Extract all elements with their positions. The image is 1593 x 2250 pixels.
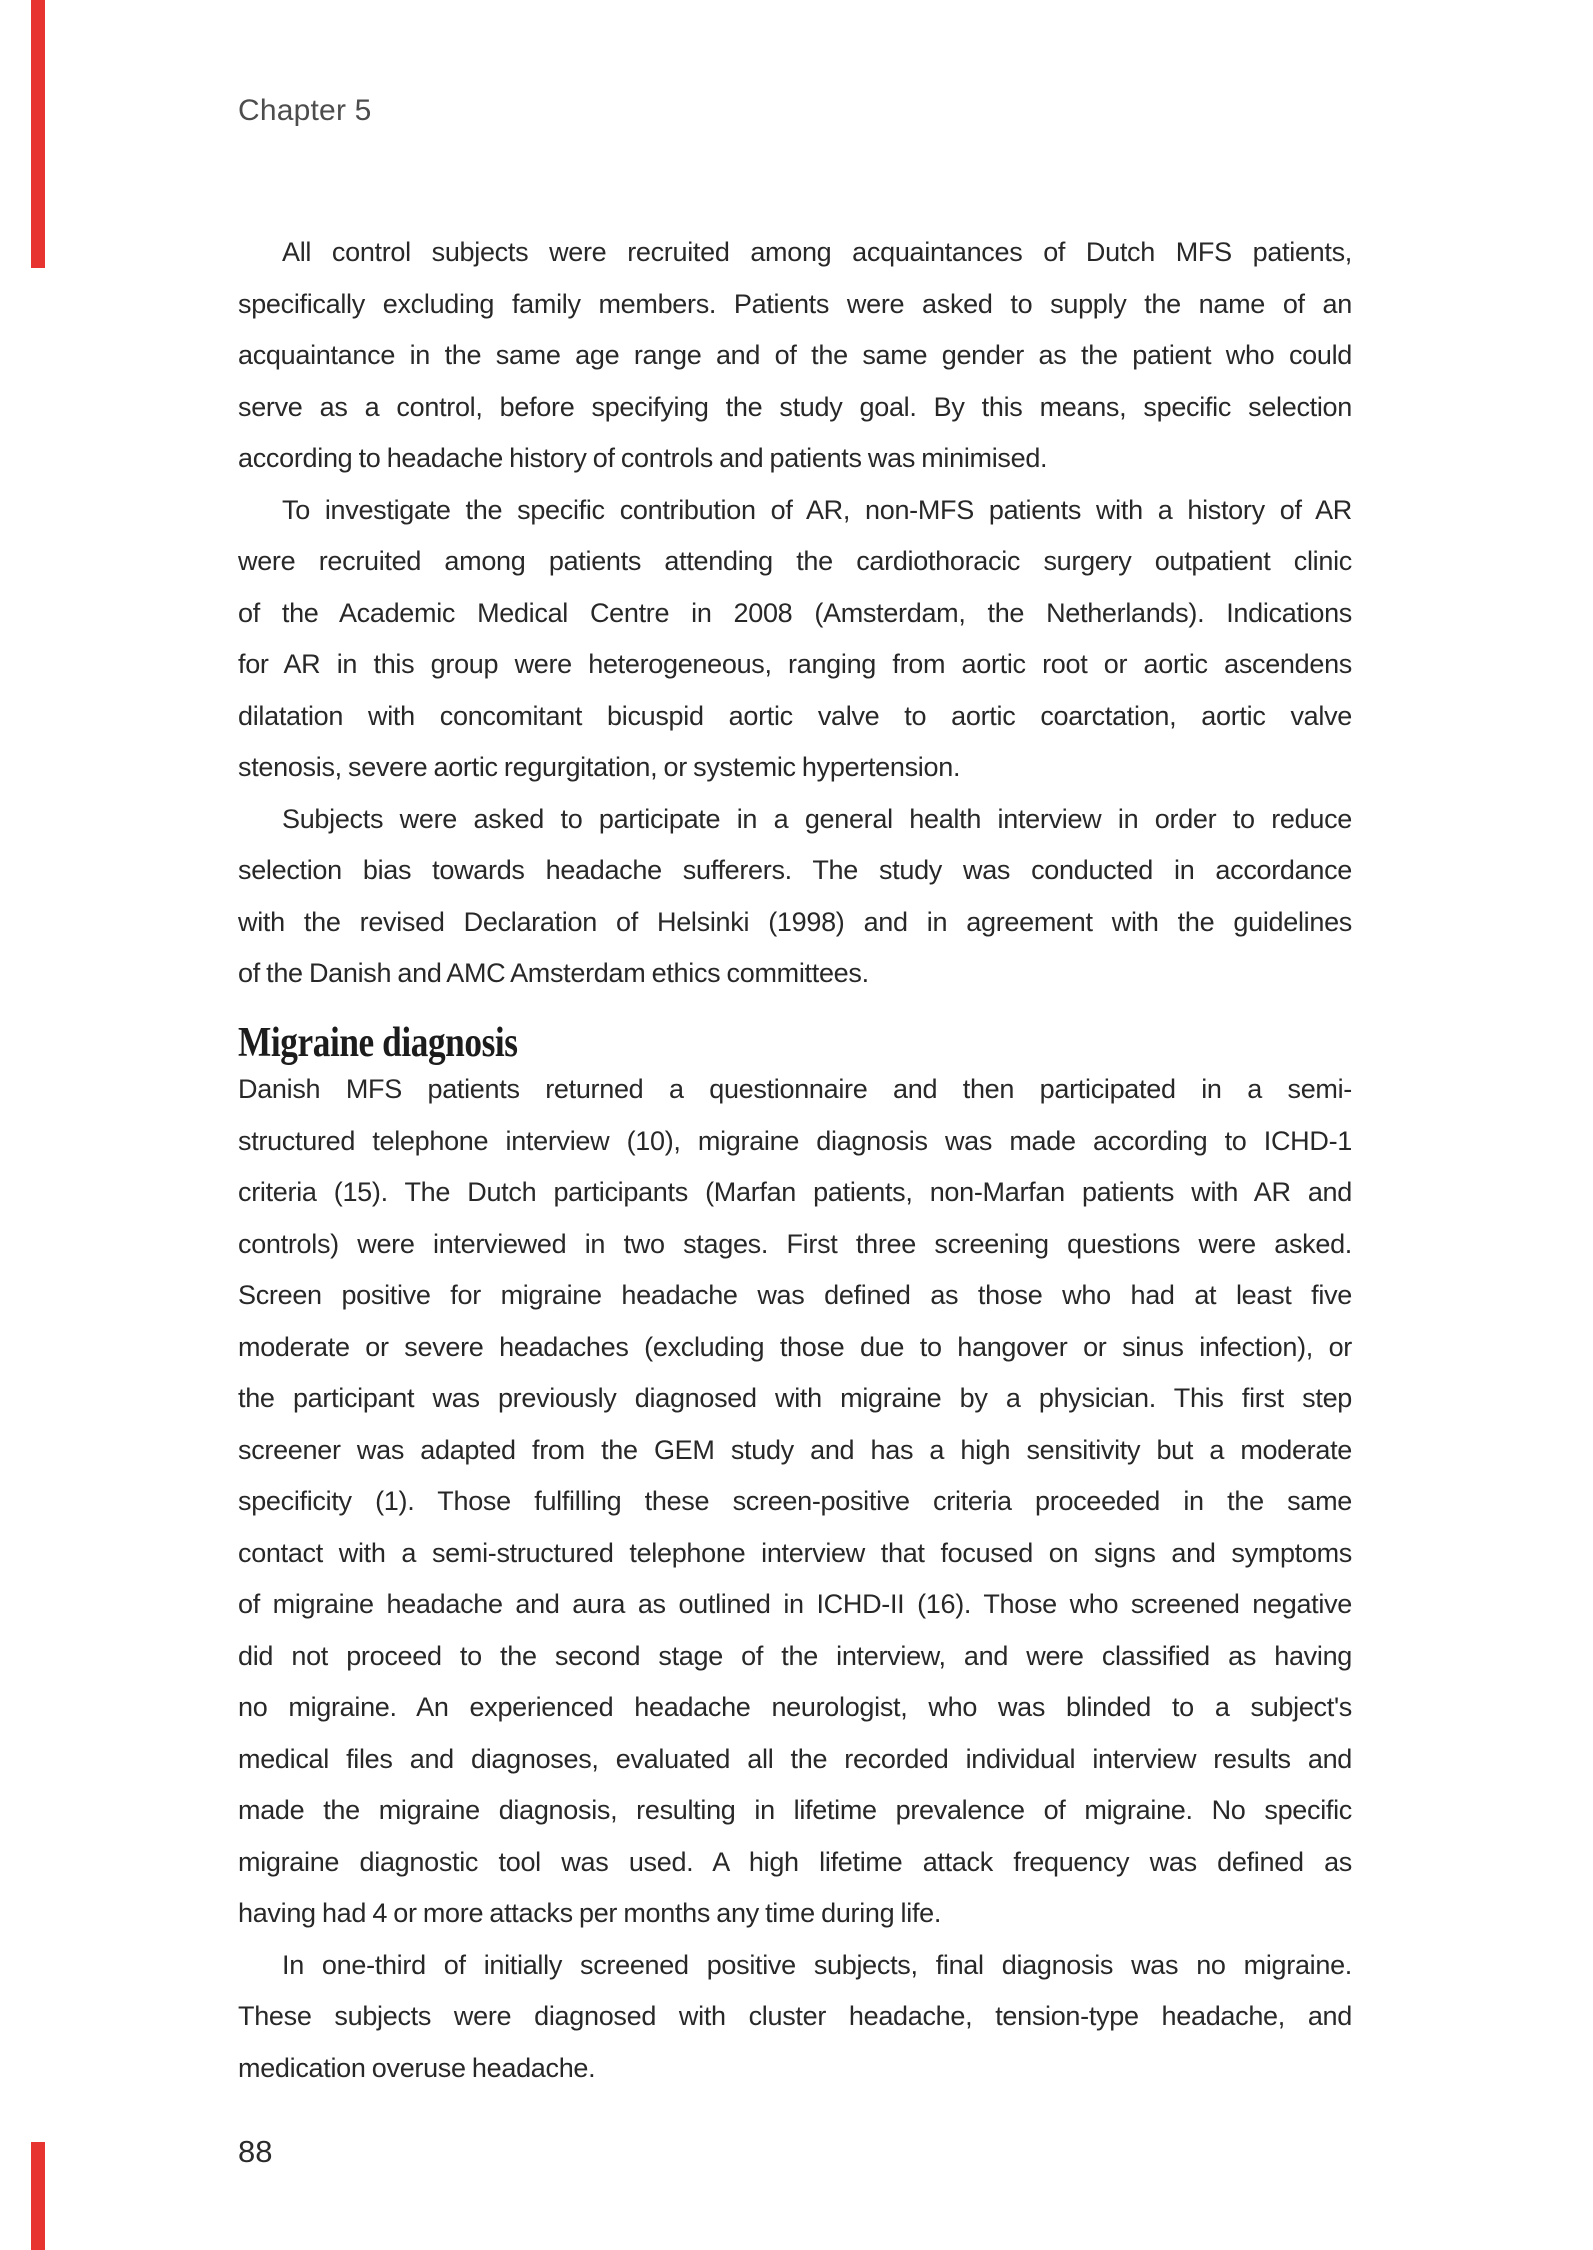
text-line: criteria (15). The Dutch participants (Marfan patients, non-Marfan patients with AR and <box>238 1177 1352 1207</box>
text-line: stenosis, severe aortic regurgitation, or systemic hypertension. <box>238 752 961 782</box>
text-line: for AR in this group were heterogeneous, ranging from aortic root or aortic ascendens <box>238 649 1352 679</box>
text-line: with the revised Declaration of Helsinki (1998) and in agreement with the guidelines <box>238 906 1352 937</box>
text-line: All control subjects were recruited among acquaintances of Dutch MFS patients, <box>282 237 1352 267</box>
text-line: serve as a control, before specifying the study goal. By this means, specific selection <box>238 391 1352 422</box>
text-line: moderate or severe headaches (excluding those due to hangover or sinus infection), or <box>238 1331 1352 1362</box>
text-line: dilatation with concomitant bicuspid aortic valve to aortic coarctation, aortic valve <box>238 700 1352 731</box>
text-line: having had 4 or more attacks per months any time during life. <box>238 1898 942 1928</box>
text-line: of migraine headache and aura as outlined in ICHD-II (16). Those who screened negative <box>238 1589 1352 1619</box>
text-line: medication overuse headache. <box>238 2052 596 2083</box>
text-line: according to headache history of controls and patients was minimised. <box>238 443 1048 473</box>
text-line: specifically excluding family members. Patients were asked to supply the name of an <box>238 288 1352 319</box>
text-line: specificity (1). Those fulfilling these screen-positive criteria proceeded in the same <box>238 1486 1352 1516</box>
text-line: the participant was previously diagnosed with migraine by a physician. This first step <box>238 1383 1352 1413</box>
paragraph <box>238 485 1352 794</box>
body-text-block-lower <box>238 1064 1352 2094</box>
text-line: were recruited among patients attending the cardiothoracic surgery outpatient clinic <box>238 546 1352 576</box>
text-line: controls) were interviewed in two stages. First three screening questions were asked. <box>238 1228 1352 1259</box>
text-line: Danish MFS patients returned a questionnaire and then participated in a semi- <box>238 1074 1352 1104</box>
paragraph <box>238 227 1352 485</box>
text-line: did not proceed to the second stage of the interview, and were classified as having <box>238 1640 1352 1671</box>
chapter-edge-tab-top <box>31 0 45 268</box>
paragraph <box>238 794 1352 1000</box>
text-line: medical files and diagnoses, evaluated all the recorded individual interview results and <box>238 1743 1352 1774</box>
text-line: screener was adapted from the GEM study and has a high sensitivity but a moderate <box>238 1434 1352 1465</box>
section-heading <box>238 1022 571 1064</box>
text-line: made the migraine diagnosis, resulting in lifetime prevalence of migraine. No specific <box>238 1795 1352 1825</box>
text-line: no migraine. An experienced headache neurologist, who was blinded to a subject's <box>238 1692 1352 1722</box>
text-line: migraine diagnostic tool was used. A high lifetime attack frequency was defined as <box>238 1846 1352 1877</box>
text-line: of the Danish and AMC Amsterdam ethics committees. <box>238 958 869 988</box>
text-line: In one-third of initially screened positive subjects, final diagnosis was no migraine. <box>282 1949 1352 1980</box>
text-line: Screen positive for migraine headache was defined as those who had at least five <box>238 1280 1352 1310</box>
text-line: These subjects were diagnosed with cluster headache, tension-type headache, and <box>238 2001 1352 2031</box>
page-number: 88 <box>238 2134 273 2169</box>
text-line: Subjects were asked to participate in a general health interview in order to reduce <box>282 803 1352 834</box>
body-text-block-upper <box>238 227 1352 1000</box>
text-line: acquaintance in the same age range and of the same gender as the patient who could <box>238 340 1352 370</box>
text-line: To investigate the specific contribution of AR, non-MFS patients with a history of AR <box>282 494 1352 525</box>
paragraph <box>238 1064 1352 1940</box>
text-line: contact with a semi-structured telephone interview that focused on signs and symptoms <box>238 1537 1352 1568</box>
chapter-edge-tab-bottom <box>31 2142 45 2250</box>
text-line: selection bias towards headache sufferers. The study was conducted in accordance <box>238 855 1352 885</box>
paragraph <box>238 1940 1352 2095</box>
section-heading-text: Migraine diagnosis <box>238 1020 518 1066</box>
text-line: structured telephone interview (10), migraine diagnosis was made according to ICHD-1 <box>238 1125 1352 1156</box>
running-header: Chapter 5 <box>238 94 372 127</box>
text-line: of the Academic Medical Centre in 2008 (Amsterdam, the Netherlands). Indications <box>238 597 1352 628</box>
